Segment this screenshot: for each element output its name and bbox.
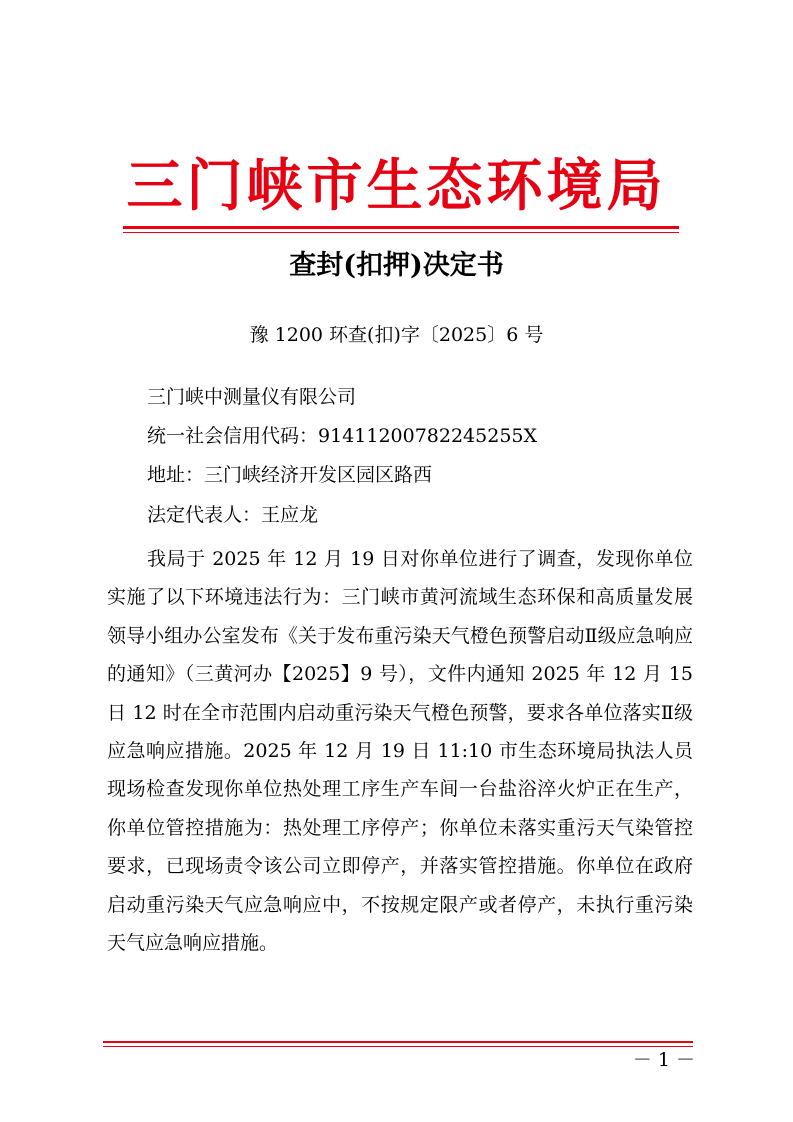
header-red-rule-thin (123, 232, 679, 233)
footer-red-rule-thin (103, 1046, 693, 1047)
document-number: 豫 1200 环查(扣)字〔2025〕6 号 (249, 324, 544, 346)
header-red-rule-thick (123, 226, 679, 229)
violation-paragraph: 我局于 2025 年 12 月 19 日对你单位进行了调查，发现你单位实施了以下环境违法行为：三门峡市黄河流域生态环保和高质量发展领导小组办公室发布《关于发布重污染天气橙色预警启动Ⅱ级应急响应的通知》（三黄河办【2025】9 号），文件内通知 2025 年 12 月 15 日 12 时在全市范围内启动重污染天气橙色预警，要求各单位落实Ⅱ级应急响应措施。2025 年 12 月 19 日 11:10 市生态环境局执法人员现场检查发现你单位热处理工序生产车间一台盐浴淬火炉正在生产，你单位管控措施为：热处理工序停产；你单位未落实重污天气染管控要求，已现场责令该公司立即停产，并落实管控措施。你单位在政府启动重污染天气应急响应中，不按规定限产或者停产，未执行重污染天气应急响应措施。 (107, 548, 693, 955)
page-number: － 1 － (632, 1049, 695, 1071)
document-title: 查封(扣押)决定书 (289, 250, 504, 281)
agency-header-title: 三门峡市生态环境局 (126, 153, 667, 219)
party-legal-representative: 法定代表人：王应龙 (147, 504, 319, 526)
party-company-name: 三门峡中测量仪有限公司 (147, 386, 357, 408)
footer-red-rule-thick (103, 1041, 693, 1043)
party-credit-code: 统一社会信用代码：91411200782245255X (147, 425, 538, 447)
party-address: 地址：三门峡经济开发区园区路西 (147, 464, 433, 486)
